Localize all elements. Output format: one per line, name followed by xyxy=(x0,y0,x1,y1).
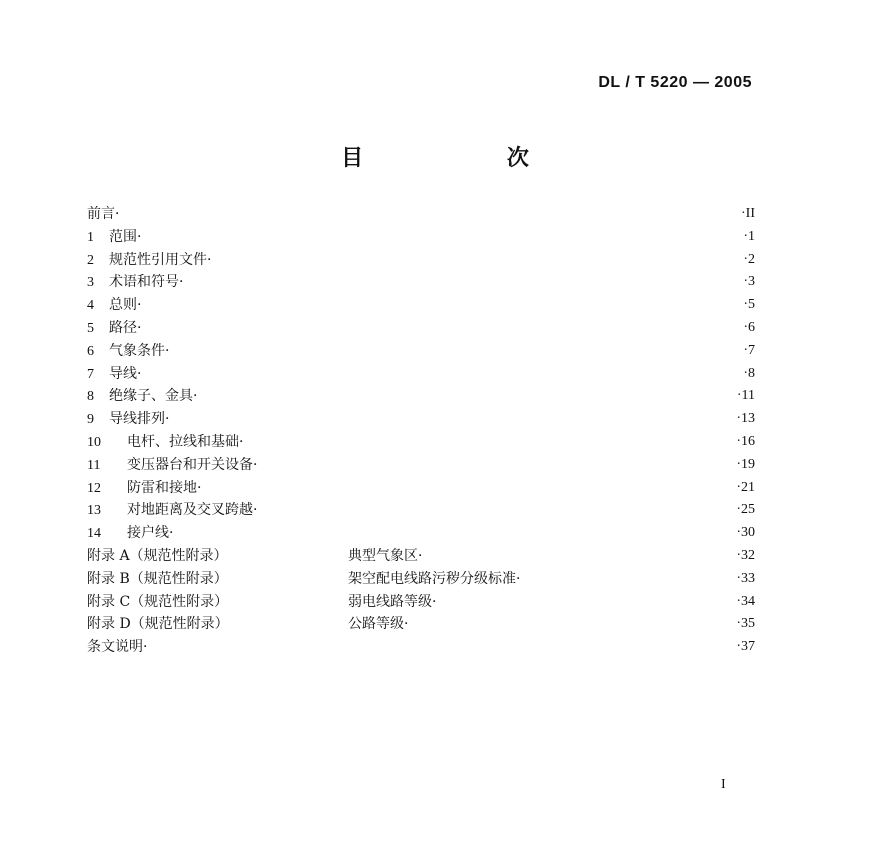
toc-entry-page: ·16 xyxy=(736,433,755,449)
toc-entry-number: 12 xyxy=(87,480,101,496)
toc-appendix-title: 典型气象区· xyxy=(348,547,423,564)
toc-entry xyxy=(87,431,755,454)
toc-entry xyxy=(87,454,755,477)
toc-entry-page: ·33 xyxy=(736,570,755,586)
toc-entry-page: ·3 xyxy=(743,274,755,290)
toc-title: 目 次 xyxy=(341,146,597,171)
toc-entry-label: 气象条件· xyxy=(109,342,170,359)
toc-entry-page: ·2 xyxy=(743,251,755,267)
page-number: I xyxy=(721,777,726,792)
toc-entry-page: ·8 xyxy=(743,365,755,381)
toc-entry-page: ·5 xyxy=(743,297,755,313)
toc-entry xyxy=(87,385,755,408)
toc-entry-label: 接户线· xyxy=(127,525,174,542)
toc-entry-page: ·30 xyxy=(736,525,755,541)
toc-entry-number: 10 xyxy=(87,434,101,450)
toc-entry xyxy=(87,294,755,317)
toc-entry-number: 5 xyxy=(87,320,94,336)
toc-entry-label: 规范性引用文件· xyxy=(109,251,212,268)
toc-entry-label: 变压器台和开关设备· xyxy=(127,456,258,473)
toc-entry xyxy=(87,408,755,431)
toc-entry-page: ·37 xyxy=(736,639,755,655)
toc-entry-page: ·6 xyxy=(743,319,755,335)
toc-entry xyxy=(87,499,755,522)
toc-entry xyxy=(87,613,755,636)
toc-entry-label: 路径· xyxy=(109,319,142,336)
toc-entry xyxy=(87,226,755,249)
toc-entry-label: 导线排列· xyxy=(109,411,170,428)
toc-entry-page: ·35 xyxy=(736,616,755,632)
toc-entry xyxy=(87,203,755,226)
toc-entry-page: ·1 xyxy=(743,228,755,244)
toc-entry xyxy=(87,477,755,500)
toc-entry-number: 3 xyxy=(87,275,94,291)
toc-entry-number: 11 xyxy=(87,457,101,473)
toc-entry-label: 附录 A（规范性附录） xyxy=(87,547,228,564)
toc-entry-number: 1 xyxy=(87,229,94,245)
toc-entry-number: 14 xyxy=(87,526,101,542)
toc-entry xyxy=(87,340,755,363)
toc-list xyxy=(87,203,755,659)
toc-entry-number: 7 xyxy=(87,366,94,382)
toc-appendix-title: 公路等级· xyxy=(348,616,409,633)
toc-entry-number: 2 xyxy=(87,252,94,268)
toc-entry-page: ·34 xyxy=(736,593,755,609)
toc-entry-page: ·7 xyxy=(743,342,755,358)
toc-entry-number: 4 xyxy=(87,298,94,314)
toc-appendix-title: 架空配电线路污秽分级标准· xyxy=(348,570,521,587)
document-code: DL / T 5220 — 2005 xyxy=(598,74,752,91)
toc-entry-label: 导线· xyxy=(109,365,142,382)
toc-entry-label: 范围· xyxy=(109,228,142,245)
toc-entry-page: ·13 xyxy=(736,411,755,427)
toc-entry xyxy=(87,545,755,568)
toc-entry-page: ·19 xyxy=(736,456,755,472)
toc-entry-label: 防雷和接地· xyxy=(127,479,202,496)
toc-entry-number: 8 xyxy=(87,389,94,405)
toc-entry xyxy=(87,568,755,591)
toc-entry-number: 6 xyxy=(87,343,94,359)
toc-entry xyxy=(87,636,755,659)
toc-entry-page: ·25 xyxy=(736,502,755,518)
toc-entry-label: 绝缘子、金具· xyxy=(109,388,198,405)
toc-entry xyxy=(87,249,755,272)
toc-entry-label: 术语和符号· xyxy=(109,274,184,291)
toc-entry xyxy=(87,522,755,545)
toc-appendix-title: 弱电线路等级· xyxy=(348,593,437,610)
toc-entry-page: ·II xyxy=(741,206,755,221)
toc-entry-page: ·11 xyxy=(736,388,755,404)
toc-entry-page: ·32 xyxy=(736,547,755,563)
toc-entry-label: 附录 D（规范性附录） xyxy=(87,616,229,633)
toc-entry-label: 对地距离及交叉跨越· xyxy=(127,502,258,519)
toc-entry-label: 附录 C（规范性附录） xyxy=(87,593,229,610)
toc-entry xyxy=(87,317,755,340)
toc-entry xyxy=(87,363,755,386)
toc-entry xyxy=(87,591,755,614)
toc-entry-label: 电杆、拉线和基础· xyxy=(127,433,244,450)
toc-entry-label: 总则· xyxy=(109,297,142,314)
toc-entry-number: 13 xyxy=(87,503,101,519)
toc-entry-label: 前言· xyxy=(87,206,120,222)
toc-entry-label: 附录 B（规范性附录） xyxy=(87,570,228,587)
toc-entry-page: ·21 xyxy=(736,479,755,495)
toc-entry-label: 条文说明· xyxy=(87,639,148,656)
toc-entry-number: 9 xyxy=(87,412,94,428)
toc-entry xyxy=(87,271,755,294)
